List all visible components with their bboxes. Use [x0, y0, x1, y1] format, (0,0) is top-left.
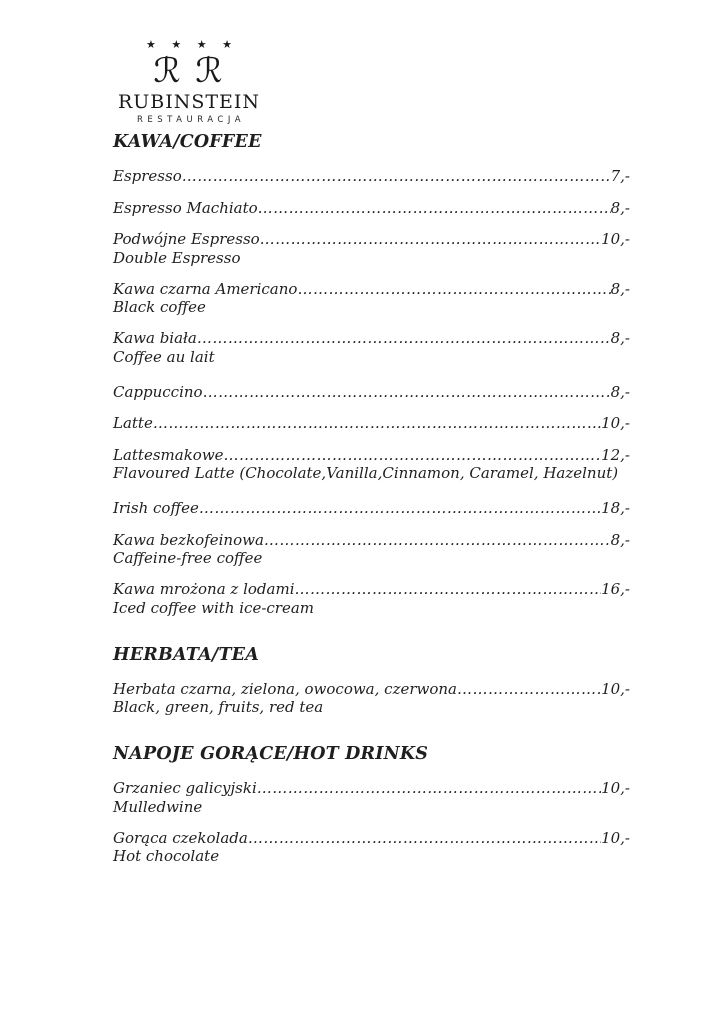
menu-item-line — [113, 281, 630, 299]
menu-item-kawa-biala — [113, 330, 630, 366]
dot-leader — [457, 681, 601, 699]
menu-item-espresso-machiato — [113, 200, 630, 218]
menu-item-iced-coffee — [113, 581, 630, 617]
menu-item-name: Espresso Machiato — [113, 198, 258, 217]
dot-leader — [197, 330, 611, 348]
dot-leader — [248, 830, 601, 848]
menu-item-name: Podwójne Espresso — [113, 230, 260, 248]
menu-item-line — [113, 200, 630, 218]
menu-item-tea — [113, 681, 630, 717]
menu-item-name: Kawa mrożona z lodami — [113, 580, 295, 598]
menu-item-translation: Black coffee — [113, 298, 206, 316]
menu-item-double-espresso — [113, 231, 630, 267]
menu-item-price: 10,- — [601, 230, 630, 248]
menu-item-name: Gorąca czekolada — [113, 828, 248, 847]
rr-monogram-icon: ℛ ℛ — [153, 51, 225, 91]
menu-item-name: Latte — [113, 414, 153, 432]
menu-section-tea — [113, 645, 630, 717]
menu-item-name: Kawa biała — [113, 329, 197, 347]
menu-item-translation: Hot chocolate — [113, 847, 220, 865]
dot-leader — [295, 581, 602, 599]
dot-leader — [258, 200, 611, 218]
menu-item-line — [113, 581, 630, 599]
menu-item-mulled-wine — [113, 780, 630, 816]
four-stars-icon: ★ ★ ★ ★ — [146, 38, 238, 51]
menu-item-translation: Mulledwine — [113, 797, 203, 816]
menu-item-name: Espresso — [113, 167, 182, 185]
menu-item-line — [113, 532, 630, 550]
section-title-coffee: KAWA/COFFEE — [113, 132, 262, 152]
menu-item-caffeine-free — [113, 532, 630, 568]
section-title-tea: HERBATA/TEA — [113, 644, 260, 665]
menu-item-price: 10,- — [601, 828, 630, 847]
menu-item-price: 7,- — [610, 167, 630, 185]
menu-item-price: 10,- — [601, 779, 630, 797]
menu-item-translation: Double Espresso — [113, 248, 241, 267]
menu-item-line — [113, 168, 630, 186]
menu-item-price: 18,- — [601, 499, 630, 517]
menu-item-hot-chocolate — [113, 830, 630, 866]
menu-item-price: 8,- — [610, 382, 630, 401]
menu-item-espresso — [113, 168, 630, 186]
menu-item-price: 8,- — [610, 279, 630, 298]
menu-item-translation: Caffeine-free coffee — [113, 549, 263, 567]
menu-item-price: 10,- — [601, 414, 630, 432]
menu-item-price: 12,- — [601, 445, 630, 464]
menu-item-name: Cappuccino — [113, 382, 203, 401]
dot-leader — [182, 168, 611, 186]
restaurant-logo — [113, 38, 265, 126]
menu-item-price: 16,- — [601, 580, 630, 598]
menu-item-translation: Coffee au lait — [113, 347, 215, 366]
menu-item-line — [113, 780, 630, 798]
menu-section-coffee — [113, 132, 630, 617]
section-title-hot-drinks: NAPOJE GORĄCE/HOT DRINKS — [113, 744, 429, 764]
dot-leader — [199, 500, 601, 518]
menu-item-translation: Iced coffee with ice-cream — [113, 598, 315, 617]
restaurant-name: RUBINSTEIN — [117, 91, 261, 113]
menu-item-cappuccino — [113, 384, 630, 402]
menu-item-line — [113, 447, 630, 465]
dot-leader — [264, 532, 611, 550]
menu-item-name: Irish coffee — [113, 499, 199, 517]
menu-item-flavoured-latte — [113, 447, 630, 483]
menu-item-line — [113, 330, 630, 348]
menu-item-name: Kawa bezkofeinowa — [113, 530, 264, 549]
dot-leader — [224, 447, 602, 465]
menu-item-line — [113, 415, 630, 433]
menu-item-translation: Flavoured Latte (Chocolate,Vanilla,Cinnamon, Caramel, Hazelnut) — [113, 464, 619, 482]
menu-item-price: 10,- — [601, 679, 630, 698]
menu-item-price: 8,- — [610, 530, 630, 549]
menu-item-americano — [113, 281, 630, 317]
menu-item-line — [113, 384, 630, 402]
menu-item-latte — [113, 415, 630, 433]
menu-section-hot-drinks — [113, 744, 630, 865]
menu-content — [113, 132, 630, 865]
menu-item-name: Kawa czarna Americano — [113, 279, 298, 298]
dot-leader — [297, 281, 610, 299]
dot-leader — [257, 780, 601, 798]
menu-item-price: 8,- — [610, 329, 630, 347]
menu-item-translation: Black, green, fruits, red tea — [113, 698, 324, 716]
menu-item-line — [113, 500, 630, 518]
menu-item-name: Grzaniec galicyjski — [113, 779, 257, 797]
restaurant-subtitle: RESTAURACJA — [136, 115, 246, 125]
menu-item-line — [113, 231, 630, 249]
menu-item-price: 8,- — [610, 198, 630, 217]
menu-item-line — [113, 681, 630, 699]
menu-item-irish-coffee — [113, 500, 630, 518]
dot-leader — [203, 384, 611, 402]
dot-leader — [153, 415, 601, 433]
menu-item-name: Herbata czarna, zielona, owocowa, czerwona — [113, 679, 457, 698]
menu-item-name: Lattesmakowe — [113, 445, 224, 464]
menu-item-line — [113, 830, 630, 848]
dot-leader — [260, 231, 601, 249]
